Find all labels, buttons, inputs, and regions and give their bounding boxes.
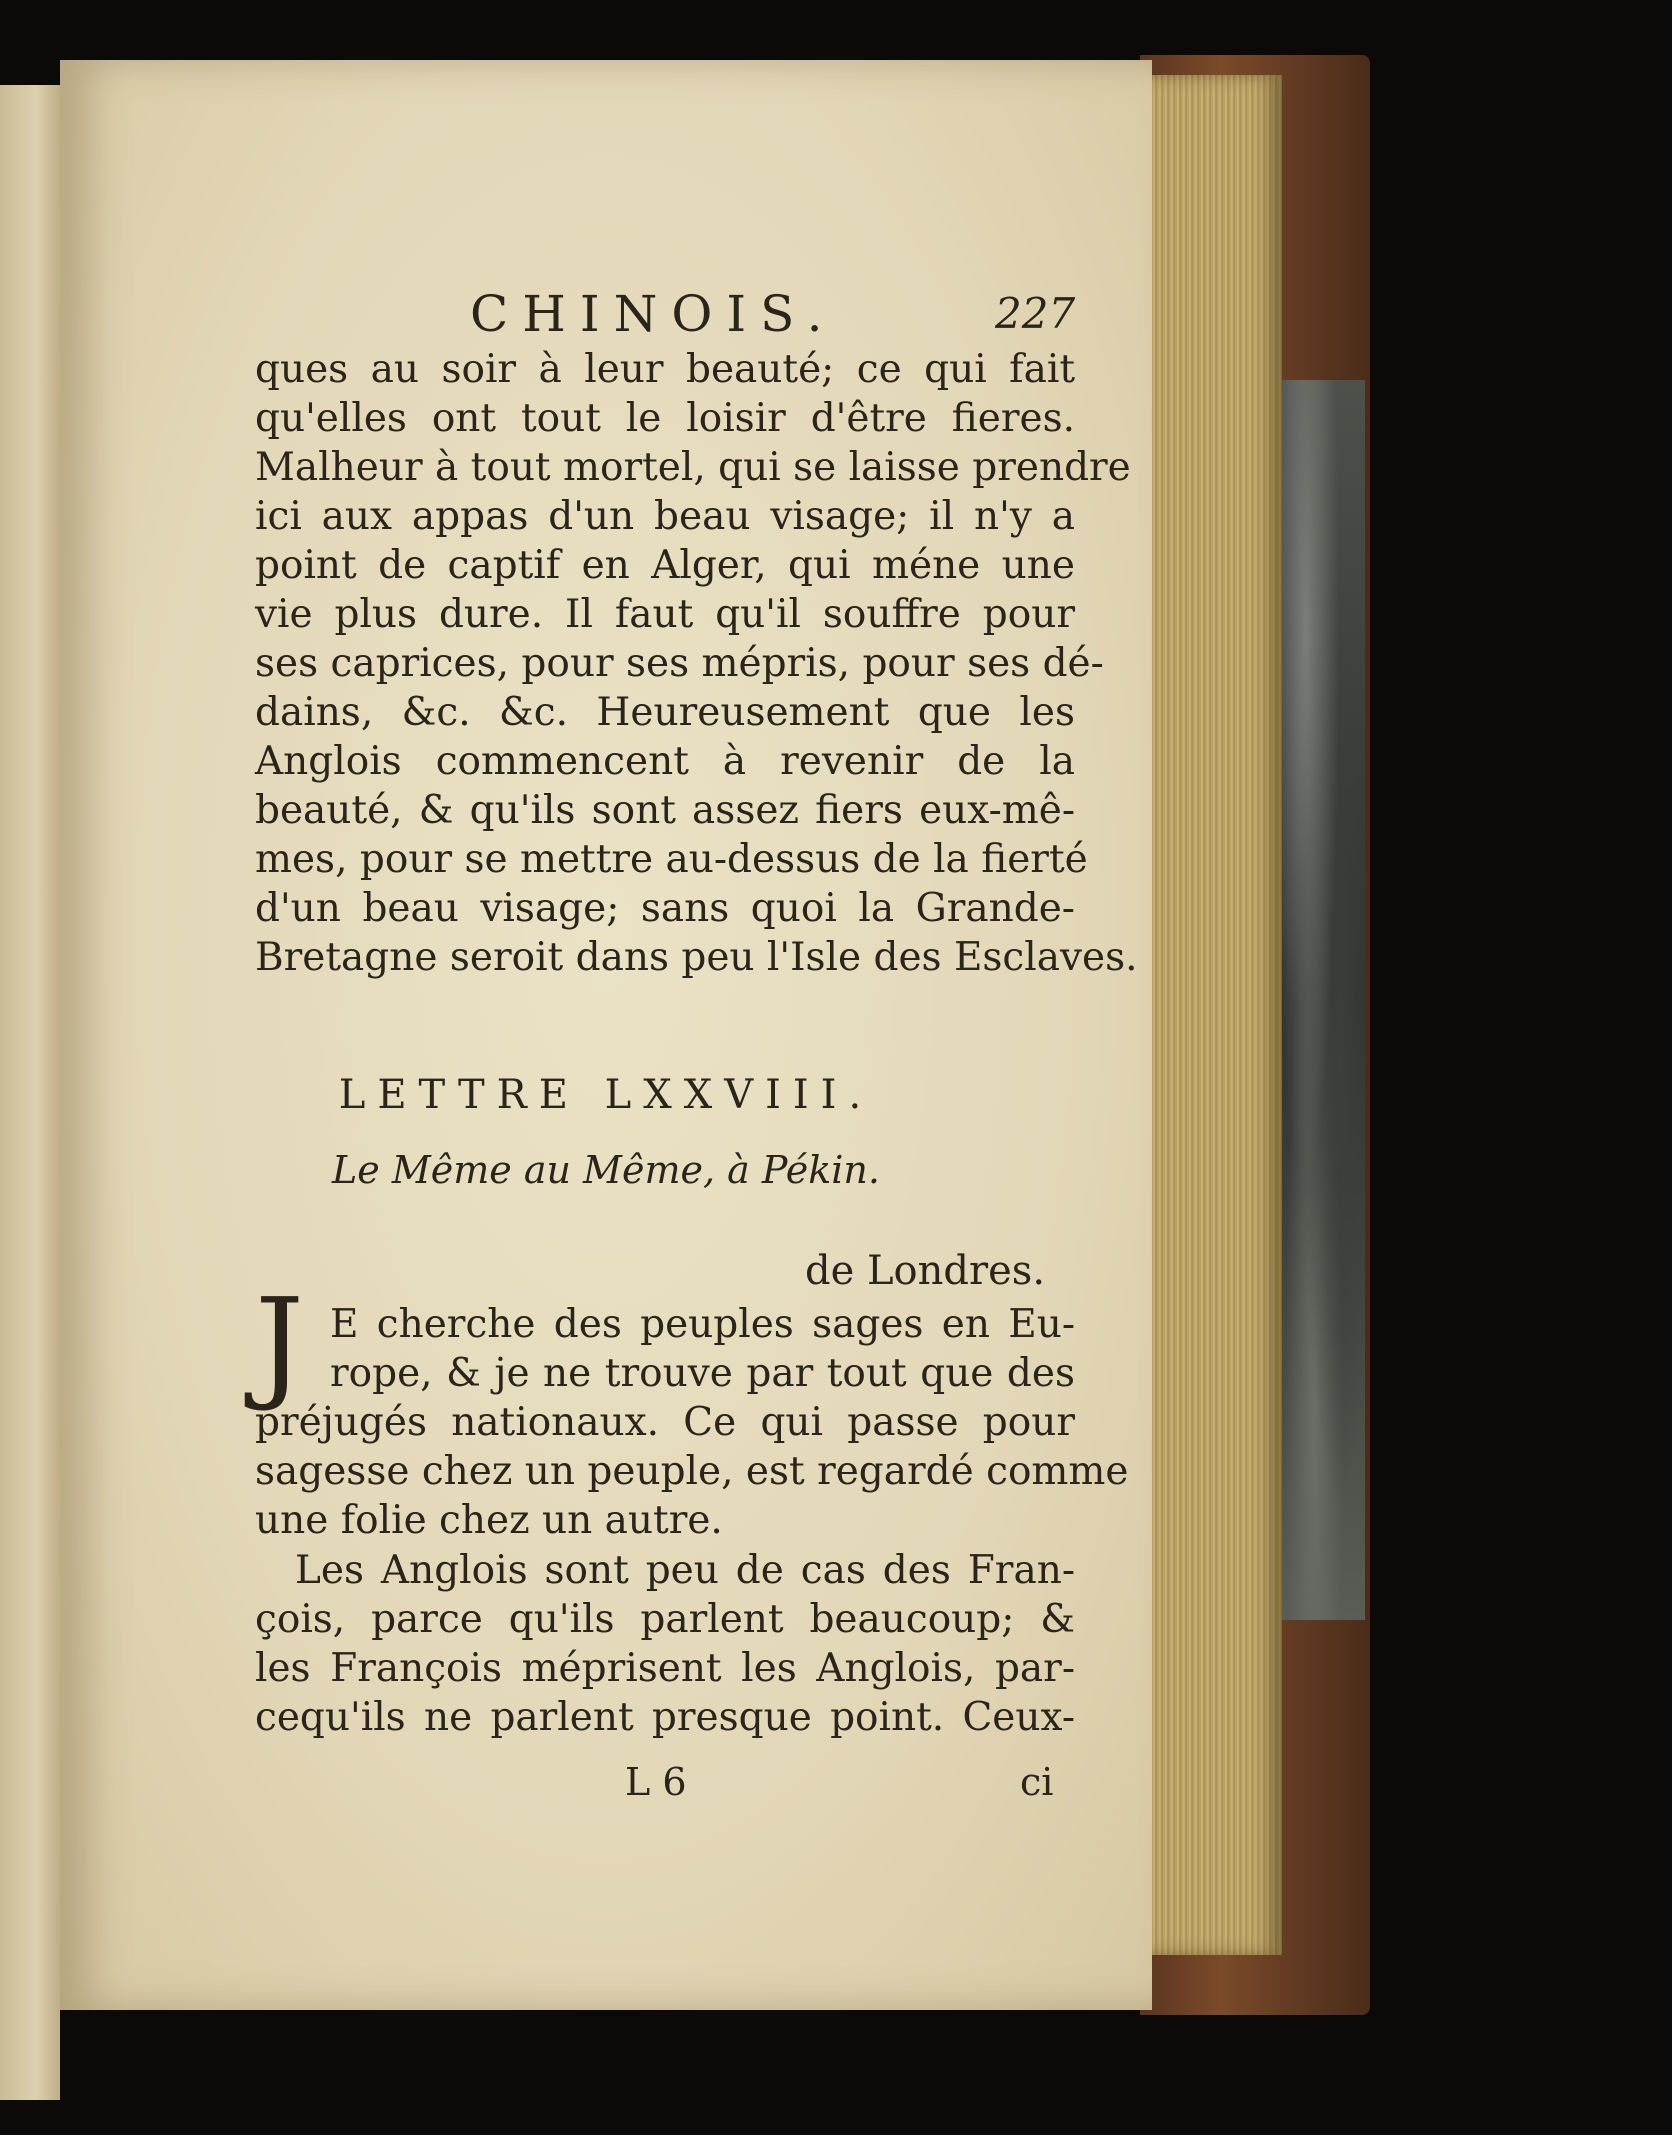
text-line: cequ'ils ne parlent presque point. Ceux- xyxy=(255,1695,1075,1740)
letter-title: LETTRE LXXVIII. xyxy=(338,1072,874,1118)
marbled-board xyxy=(1280,380,1365,1620)
text-line: ici aux appas d'un beau visage; il n'y a xyxy=(255,494,1075,539)
page-fore-edge xyxy=(1152,75,1282,1955)
text-line: Bretagne seroit dans peu l'Isle des Esclaves. xyxy=(255,935,1138,980)
catchword: ci xyxy=(1020,1760,1054,1804)
page-footer xyxy=(60,1760,1152,1810)
text-line: dains, &c. &c. Heureusement que les xyxy=(255,690,1075,735)
page-number: 227 xyxy=(995,289,1076,338)
text-line: ques au soir à leur beauté; ce qui fait xyxy=(255,347,1075,392)
text-line: Les Anglois sont peu de cas des Fran- xyxy=(295,1548,1075,1593)
text-line: mes, pour se mettre au-dessus de la fierté xyxy=(255,837,1088,882)
text-line: vie plus dure. Il faut qu'il souffre pour xyxy=(255,592,1075,637)
signature-mark: L 6 xyxy=(625,1760,687,1804)
text-line: E cherche des peuples sages en Eu- xyxy=(330,1302,1075,1347)
text-line: rope, & je ne trouve par tout que des xyxy=(330,1351,1075,1396)
page-header xyxy=(60,285,1152,345)
paragraph-continuation xyxy=(255,345,1138,982)
text-line: une folie chez un autre. xyxy=(255,1498,723,1543)
text-line: Malheur à tout mortel, qui se laisse prendre xyxy=(255,445,1131,490)
text-line: préjugés nationaux. Ce qui passe pour xyxy=(255,1400,1075,1445)
letter-subtitle: Le Même au Même, à Pékin. xyxy=(332,1148,880,1192)
drop-cap: J xyxy=(255,1272,304,1414)
text-line: ses caprices, pour ses mépris, pour ses dé- xyxy=(255,641,1104,686)
text-line: les François méprisent les Anglois, par- xyxy=(255,1646,1075,1691)
paragraph xyxy=(255,1546,1075,1742)
text-line: qu'elles ont tout le loisir d'être fieres. xyxy=(255,396,1075,441)
text-line: d'un beau visage; sans quoi la Grande- xyxy=(255,886,1075,931)
text-line: point de captif en Alger, qui méne une xyxy=(255,543,1075,588)
text-line: beauté, & qu'ils sont assez fiers eux-mê- xyxy=(255,788,1075,833)
text-line: sagesse chez un peuple, est regardé comme xyxy=(255,1449,1129,1494)
text-line: çois, parce qu'ils parlent beaucoup; & xyxy=(255,1597,1075,1642)
book-page xyxy=(60,60,1152,2010)
running-head: CHINOIS. xyxy=(470,285,837,343)
left-page-edge xyxy=(0,85,60,2100)
text-line: Anglois commencent à revenir de la xyxy=(255,739,1075,784)
paragraph-opening xyxy=(255,1300,1129,1545)
letter-place: de Londres. xyxy=(805,1248,1046,1294)
